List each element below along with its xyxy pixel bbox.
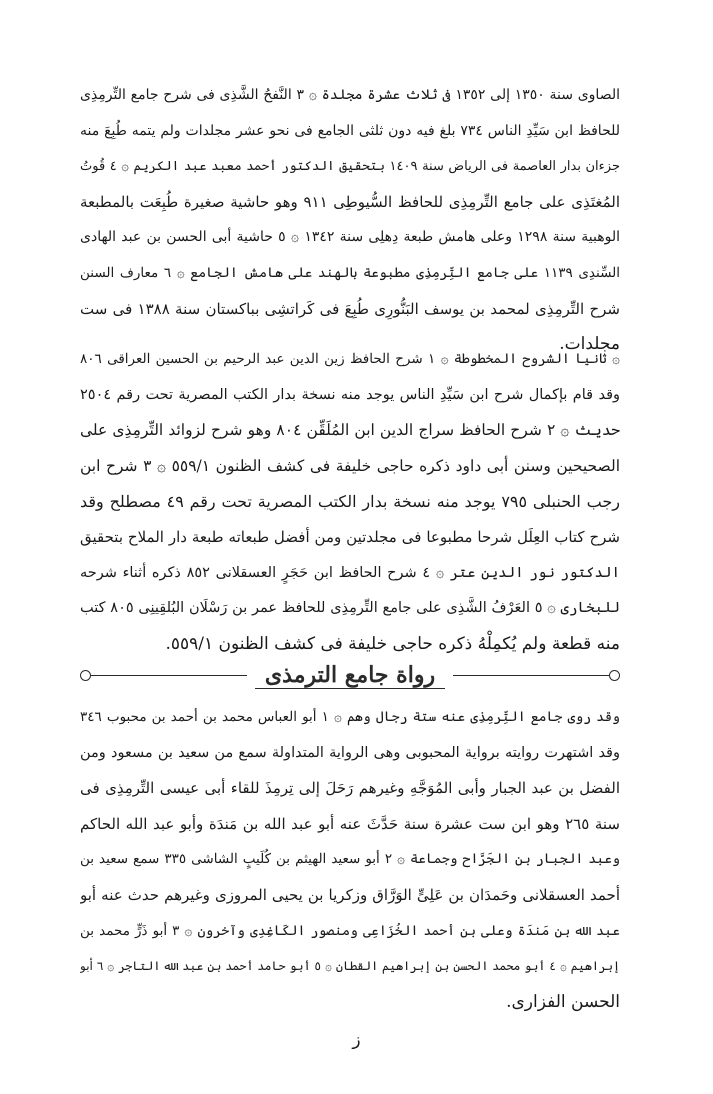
text-line: عبد الله بن مَندَة وعلى بن أحمد الخُزَاعِى ومنصور الكَاغِدِى وآخرون ۞ ٣ أبو ذَرٍّ محمد بن: [80, 922, 620, 939]
text-line: إبراهيم ۞ ٤ أبو محمد الحسن بن إبراهيم القطان ۞ ٥ أبو حامد أحمد بن عبد الله التاجر ۞ ٦ أبو: [80, 959, 620, 974]
rule-line: [453, 675, 609, 676]
text-line: منه قطعة ولم يُكمِلْهُ ذكره حاجى خليفة فى كشف الظنون ٥٥٩/١.: [165, 633, 620, 654]
text-line: الصاوى سنة ١٣٥٠ إلى ١٣٥٢ فى ثلاث عشرة مجلدة ۞ ٣ النَّفحُ الشَّذِى فى شرح جامع التِّرمِذِى: [80, 87, 620, 103]
text-line: ۞ ثانيا الشروح المخطوطة ۞ ١ شرح الحافظ زين الدين عبد الرحيم بن الحسين العراقى ٨٠٦: [80, 351, 620, 367]
rule-end-ornament: [80, 670, 91, 681]
text-line: الصحيحين وسنن أبى داود ذكره حاجى خليفة فى كشف الظنون ٥٥٩/١ ۞ ٣ شرح ابن: [80, 456, 620, 475]
section-heading: رواة جامع الترمذى: [255, 662, 445, 689]
text-line: للبخارى ۞ ٥ العَرْفُ الشَّذِى على جامع التِّرمِذِى للحافظ عمر بن رَسْلَان البُلقِينِى ٨٠٥ كتب: [80, 600, 620, 617]
text-line: رجب الحنبلى ٧٩٥ يوجد منه نسخة بدار الكتب المصرية تحت رقم ٤٩ مصطلح وقد: [80, 492, 620, 512]
text-line: أحمد العسقلانى وحَمدَان بن عَلِىٍّ الوَرَّاق وزكريا بن يحيى المروزى وغيرهم حدث عنه أبو: [80, 885, 620, 904]
rule-end-ornament: [609, 670, 620, 681]
page-number: ز: [352, 1030, 361, 1050]
text-line: سنة ٢٦٥ وهو ابن ست عشرة سنة حَدَّثَ عنه أبو عبد الله بن مَندَة وأبو عبد الله الحاكم: [80, 814, 620, 833]
text-line: للحافظ ابن سَيِّدِ الناس ٧٣٤ بلغ فيه دون ثلثى الجامع فى نحو عشر مجلدات ولم يتمه طُبِعَ منه: [80, 122, 620, 139]
text-line: جزءان بدار العاصمة فى الرياض سنة ١٤٠٩ بتحقيق الدكتور أحمد معبد عبد الكريم ۞ ٤ قُوتُ: [80, 159, 620, 175]
text-line: وقد قام بإكمال شرح ابن سَيِّدِ الناس يوجد منه نسخة بدار الكتب المصرية تحت رقم ٢٥٠٤: [80, 386, 620, 403]
text-line: السِّندِى ١١٣٩ على جامع التِّرمِذِى مطبوعة بالهند على هامش الجامع ۞ ٦ معارف السنن: [80, 264, 620, 281]
text-line: وقد اشتهرت روايته برواية المحبوبى وهى الرواية المتداولة سمع من سعيد بن مسعود ومن: [80, 744, 620, 761]
text-line: وقد روى جامع التِّرمِذِى عنه ستة رجال وهم ۞ ١ أبو العباس محمد بن أحمد بن محبوب ٣٤٦: [80, 709, 620, 725]
text-line: الوهبية سنة ١٢٩٨ وعلى هامش طبعة دِهلِى سنة ١٣٤٢ ۞ ٥ حاشية أبى الحسن بن عبد الهادى: [80, 229, 620, 246]
text-line: مجلدات.: [559, 334, 620, 355]
text-line: شرح التِّرمِذِى لمحمد بن يوسف البَنُّورِى طُبِعَ فى كَراتشِى بباكستان سنة ١٣٨٨ فى ست: [80, 299, 620, 318]
text-line: الفضل بن عبد الجبار وأبى المُوَجَّهِ وغيرهم رَحَلَ إلى تِرمِذَ للقاء أبى عيسى التِّرمِذِى فى: [80, 779, 620, 798]
paragraph-narrators: [80, 700, 620, 1020]
text-line: الحسن الفزارى.: [506, 991, 620, 1012]
text-line: حديث ۞ ٢ شرح الحافظ سراج الدين ابن المُلَقِّن ٨٠٤ وهو شرح لزوائد التِّرمِذِى على: [80, 421, 620, 440]
section-heading-divider: [80, 658, 620, 692]
rule-line: [91, 675, 247, 676]
text-line: المُغتَذِى على جامع التِّرمِذِى للحافظ السُّيوطِى ٩١١ وهو حاشية صغيرة طُبِعَت بالمطبعة: [80, 192, 620, 211]
text-line: شرح كتاب العِلَل شرحا مطبوعا فى مجلدتين ومن أفضل طبعاته طبعة دار الملاح بتحقيق: [80, 527, 620, 546]
paragraph-manuscript-commentaries: [80, 342, 620, 662]
text-line: وعبد الجبار بن الجَرَّاح وجماعة ۞ ٢ أبو سعيد الهيثم بن كُلَيبٍ الشاشى ٣٣٥ سمع سعيد بن: [80, 851, 620, 868]
paragraph-printed-commentaries: [80, 78, 620, 363]
text-line: الدكتور نور الدين عتر ۞ ٤ شرح الحافظ ابن حَجَرٍ العسقلانى ٨٥٢ ذكره أثناء شرحه: [80, 564, 620, 581]
